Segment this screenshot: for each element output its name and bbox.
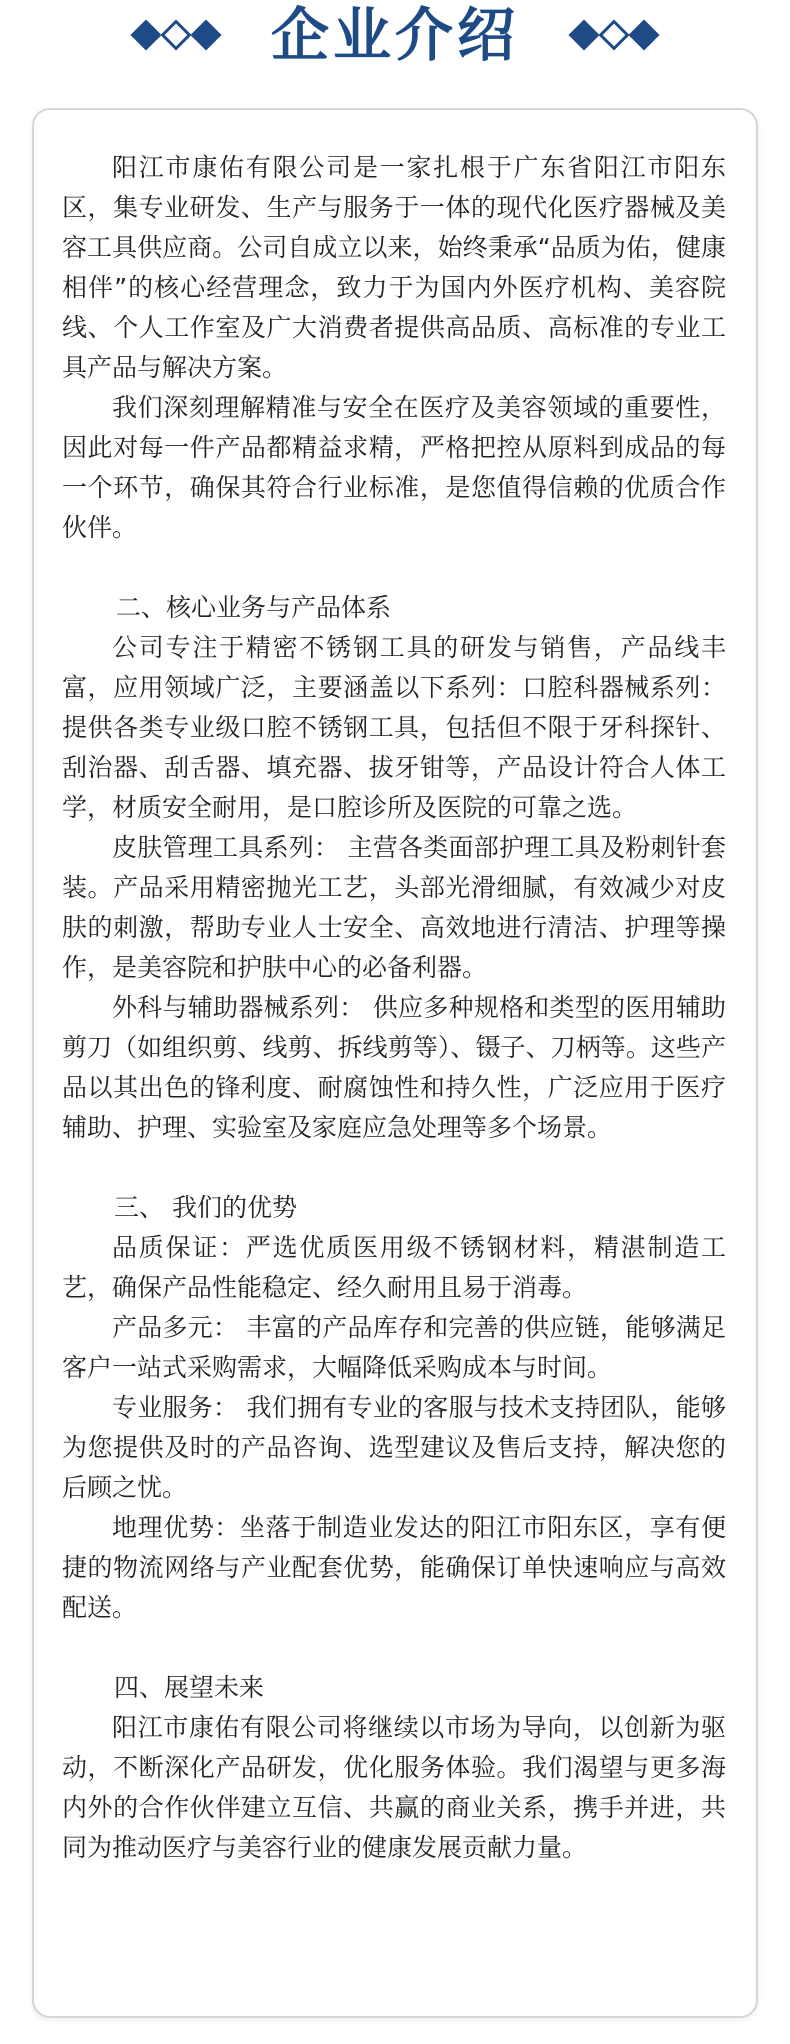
diamond-icon [628, 19, 659, 50]
intro-paragraph-1: 阳江市康佑有限公司是一家扎根于广东省阳江市阳东区，集专业研发、生产与服务于一体的现代化医疗器械及美容工具供应商。公司自成立以来，始终秉承“品质为佑，健康相伴”的核心经营理念，致力于为国内外医疗机构、美容院线、个人工作室及广大消费者提供高品质、高标准的专业工具产品与解决方案。 [62, 153, 726, 382]
page-title: 企业介绍 [270, 1, 519, 69]
intro-paragraph-2: 我们深刻理解精准与安全在医疗及美容领域的重要性，因此对每一件产品都精益求精，严格把控从原料到成品的每一个环节，确保其符合行业标准，是您值得信赖的优质合作伙伴。 [62, 393, 726, 542]
diamond-outline-icon [160, 19, 191, 50]
advantage-paragraph-1: 品质保证：严选优质医用级不锈钢材料，精湛制造工艺，确保产品性能稳定、经久耐用且易于消毒。 [62, 1233, 726, 1302]
content-card [32, 108, 758, 2018]
right-diamond-ornament [569, 24, 659, 46]
advantage-paragraph-3: 专业服务： 我们拥有专业的客服与技术支持团队，能够为您提供及时的产品咨询、选型建议及售后支持，解决您的后顾之忧。 [62, 1393, 726, 1502]
spacer [62, 1628, 726, 1668]
diamond-icon [190, 19, 221, 50]
section-heading-advantages: 三、 我们的优势 [114, 1193, 297, 1222]
business-paragraph-1: 公司专注于精密不锈钢工具的研发与销售，产品线丰富，应用领域广泛，主要涵盖以下系列：口腔科器械系列：提供各类专业级口腔不锈钢工具，包括但不限于牙科探针、刮治器、刮舌器、填充器、拔牙钳等，产品设计符合人体工学，材质安全耐用，是口腔诊所及医院的可靠之选。 [62, 633, 726, 822]
diamond-icon [568, 19, 599, 50]
advantage-paragraph-2: 产品多元： 丰富的产品库存和完善的供应链，能够满足客户一站式采购需求，大幅降低采购成本与时间。 [62, 1313, 726, 1382]
advantage-paragraph-4: 地理优势：坐落于制造业发达的阳江市阳东区，享有便捷的物流网络与产业配套优势，能确保订单快速响应与高效配送。 [62, 1513, 726, 1622]
business-paragraph-2: 皮肤管理工具系列： 主营各类面部护理工具及粉刺针套装。产品采用精密抛光工艺，头部光滑细腻，有效减少对皮肤的刺激，帮助专业人士安全、高效地进行清洁、护理等操作，是美容院和护肤中心的必备利器。 [62, 833, 726, 982]
spacer [62, 548, 726, 588]
spacer [62, 1148, 726, 1188]
diamond-outline-icon [598, 19, 629, 50]
diamond-icon [130, 19, 161, 50]
left-diamond-ornament [131, 24, 221, 46]
page-header [0, 0, 790, 70]
section-heading-business: 二、核心业务与产品体系 [116, 593, 392, 622]
business-paragraph-3: 外科与辅助器械系列： 供应多种规格和类型的医用辅助剪刀（如组织剪、线剪、拆线剪等）、镊子、刀柄等。这些产品以其出色的锋利度、耐腐蚀性和持久性，广泛应用于医疗辅助、护理、实验室及家庭应急处理等多个场景。 [62, 993, 726, 1142]
outlook-paragraph-1: 阳江市康佑有限公司将继续以市场为导向，以创新为驱动，不断深化产品研发，优化服务体验。我们渴望与更多海内外的合作伙伴建立互信、共赢的商业关系，携手并进，共同为推动医疗与美容行业的健康发展贡献力量。 [62, 1713, 726, 1862]
section-heading-outlook: 四、展望未来 [114, 1673, 265, 1702]
